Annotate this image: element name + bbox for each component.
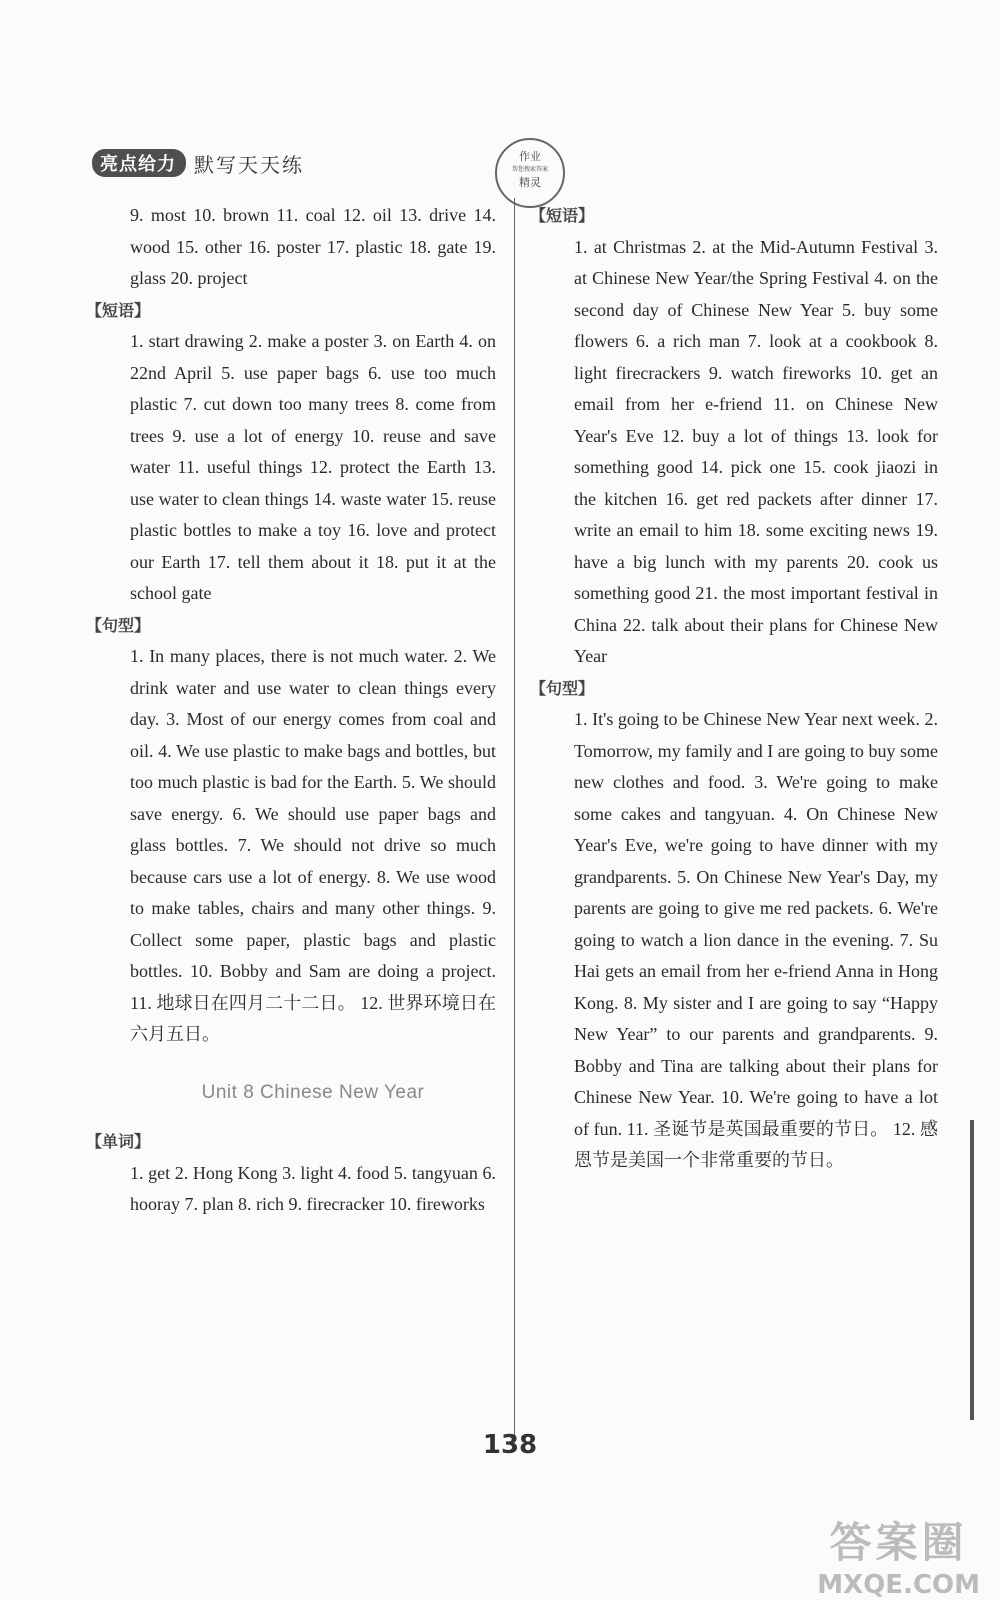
stamp-line-1: 作业	[519, 150, 541, 163]
homework-stamp	[495, 138, 565, 208]
watermark-line-2: MXQE.COM	[817, 1570, 980, 1600]
section-label-sentences-right: 【句型】	[530, 678, 595, 698]
watermark	[817, 1510, 980, 1600]
page-spine-shadow	[970, 1120, 974, 1420]
page-header	[92, 148, 304, 178]
stamp-line-3: 精灵	[519, 176, 541, 189]
page-number: 138	[482, 1430, 538, 1460]
brand-subtitle: 默写天天练	[194, 152, 304, 177]
column-divider	[514, 198, 515, 1443]
unit7-sentences: 1. In many places, there is not much water. 2. We drink water and use water to clean things every day. 3. Most of our energy comes from coal and oil. 4. We use plastic to make bags and bottles, but too much plastic is bad for the Earth. 5. We should save energy. 6. We should use paper bags and glass bottles. 7. We should not drive so much because cars use a lot of energy. 8. We use wood to make tables, chairs and many other things. 9. Collect some paper, plastic bags and plastic bottles. 10. Bobby and Sam are doing a project. 11. 地球日在四月二十二日。 12. 世界环境日在六月五日。	[130, 646, 496, 1044]
unit8-sentences: 1. It's going to be Chinese New Year next week. 2. Tomorrow, my family and I are going to buy some new clothes and food. 3. We're going to make some cakes and tangyuan. 4. On Chinese New Year's Eve, we're going to have dinner with my grandparents. 5. On Chinese New Year's Day, my parents are going to give me red packets. 6. We're going to watch a lion dance in the evening. 7. Su Hai gets an email from her e-friend Anna in Hong Kong. 8. My sister and I are going to say “Happy New Year” to our parents and grandparents. 9. Bobby and Tina are talking about their plans for Chinese New Year. 10. We're going to have a lot of fun. 11. 圣诞节是英国最重要的节日。 12. 感恩节是美国一个非常重要的节日。	[574, 709, 938, 1170]
left-column	[86, 200, 496, 1221]
stamp-line-2: 帮您搜索答案	[511, 166, 548, 173]
unit8-words: 1. get 2. Hong Kong 3. light 4. food 5. tangyuan 6. hooray 7. plan 8. rich 9. firecracker 10. fireworks	[130, 1162, 496, 1214]
unit-title: Unit 8 Chinese New Year	[201, 1081, 425, 1103]
right-column	[530, 200, 938, 1177]
section-label-phrases-right: 【短语】	[530, 206, 595, 225]
section-label-words: 【单词】	[86, 1132, 151, 1151]
brand-tag: 亮点给力	[92, 149, 186, 177]
unit7-words-tail: 9. most 10. brown 11. coal 12. oil 13. drive 14. wood 15. other 16. poster 17. plastic 18. gate 19. glass 20. project	[130, 205, 496, 288]
section-label-sentences: 【句型】	[86, 615, 151, 635]
watermark-line-1: 答案圈	[829, 1518, 968, 1567]
section-label-phrases: 【短语】	[86, 300, 151, 320]
unit8-phrases: 1. at Christmas 2. at the Mid-Autumn Festival 3. at Chinese New Year/the Spring Festival 4. on the second day of Chinese New Year 5. buy some flowers 6. a rich man 7. look at a cookbook 8. light firecrackers 9. watch fireworks 10. get an email from her e-friend 11. on Chinese New Year's Eve 12. buy a lot of things 13. look for something good 14. pick one 15. cook jiaozi in the kitchen 16. get red packets after dinner 17. write an email to him 18. some exciting news 19. have a big lunch with my parents 20. cook us something good 21. the most important festival in China 22. talk about their plans for Chinese New Year	[574, 236, 938, 666]
unit7-phrases: 1. start drawing 2. make a poster 3. on Earth 4. on 22nd April 5. use paper bags 6. use too much plastic 7. cut down too many trees 8. come from trees 9. use a lot of energy 10. reuse and save water 11. useful things 12. protect the Earth 13. use water to clean things 14. waste water 15. reuse plastic bottles to make a toy 16. love and protect our Earth 17. tell them about it 18. put it at the school gate	[130, 331, 496, 603]
